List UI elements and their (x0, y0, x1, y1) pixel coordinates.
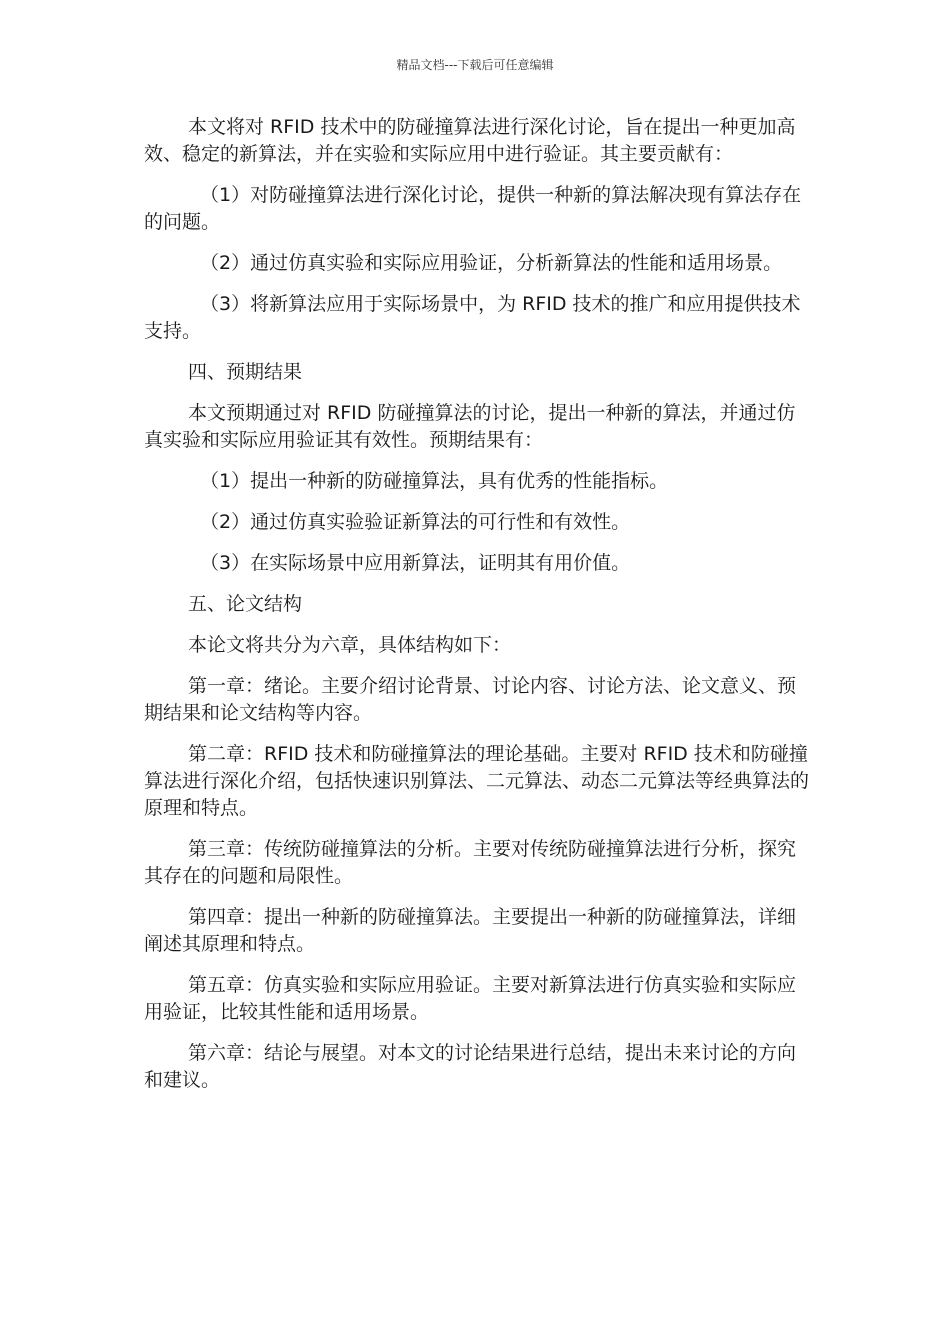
chapter-3-paragraph: 第三章：传统防碰撞算法的分析。主要对传统防碰撞算法进行分析，探究其存在的问题和局限性。 (144, 838, 797, 887)
expected-item-2: （2）通过仿真实验验证新算法的可行性和有效性。 (200, 511, 631, 533)
chapter-1-paragraph: 第一章：绪论。主要介绍讨论背景、讨论内容、讨论方法、论文意义、预期结果和论文结构等内容。 (144, 675, 797, 724)
expected-item-1: （1）提出一种新的防碰撞算法，具有优秀的性能指标。 (200, 470, 669, 492)
section-heading-thesis-structure: 五、论文结构 (188, 593, 303, 615)
chapter-4-paragraph: 第四章：提出一种新的防碰撞算法。主要提出一种新的防碰撞算法，详细阐述其原理和特点。 (144, 906, 797, 955)
chapter-6-paragraph: 第六章：结论与展望。对本文的讨论结果进行总结，提出未来讨论的方向和建议。 (144, 1042, 797, 1091)
section-heading-expected-results: 四、预期结果 (188, 361, 303, 383)
page-header: 精品文档---下载后可任意编辑 (396, 58, 554, 72)
contribution-item-3: （3）将新算法应用于实际场景中，为 RFID 技术的推广和应用提供技术支持。 (144, 293, 801, 342)
chapter-2-paragraph: 第二章：RFID 技术和防碰撞算法的理论基础。主要对 RFID 技术和防碰撞算法进行深化介绍，包括快速识别算法、二元算法、动态二元算法等经典算法的原理和特点。 (144, 743, 810, 819)
document-body (144, 114, 814, 1108)
chapter-5-paragraph: 第五章：仿真实验和实际应用验证。主要对新算法进行仿真实验和实际应用验证，比较其性能和适用场景。 (144, 974, 797, 1023)
paragraph-structure-intro: 本论文将共分为六章，具体结构如下： (188, 634, 512, 656)
paragraph-expected-results: 本文预期通过对 RFID 防碰撞算法的讨论，提出一种新的算法，并通过仿真实验和实际应用验证其有效性。预期结果有： (144, 402, 796, 451)
contribution-item-1: （1）对防碰撞算法进行深化讨论，提供一种新的算法解决现有算法存在的问题。 (144, 184, 802, 233)
expected-item-3: （3）在实际场景中应用新算法，证明其有用价值。 (200, 552, 631, 574)
paragraph-intro: 本文将对 RFID 技术中的防碰撞算法进行深化讨论，旨在提出一种更加高效、稳定的新算法，并在实验和实际应用中进行验证。其主要贡献有： (144, 116, 796, 165)
contribution-item-2: （2）通过仿真实验和实际应用验证，分析新算法的性能和适用场景。 (200, 252, 783, 274)
